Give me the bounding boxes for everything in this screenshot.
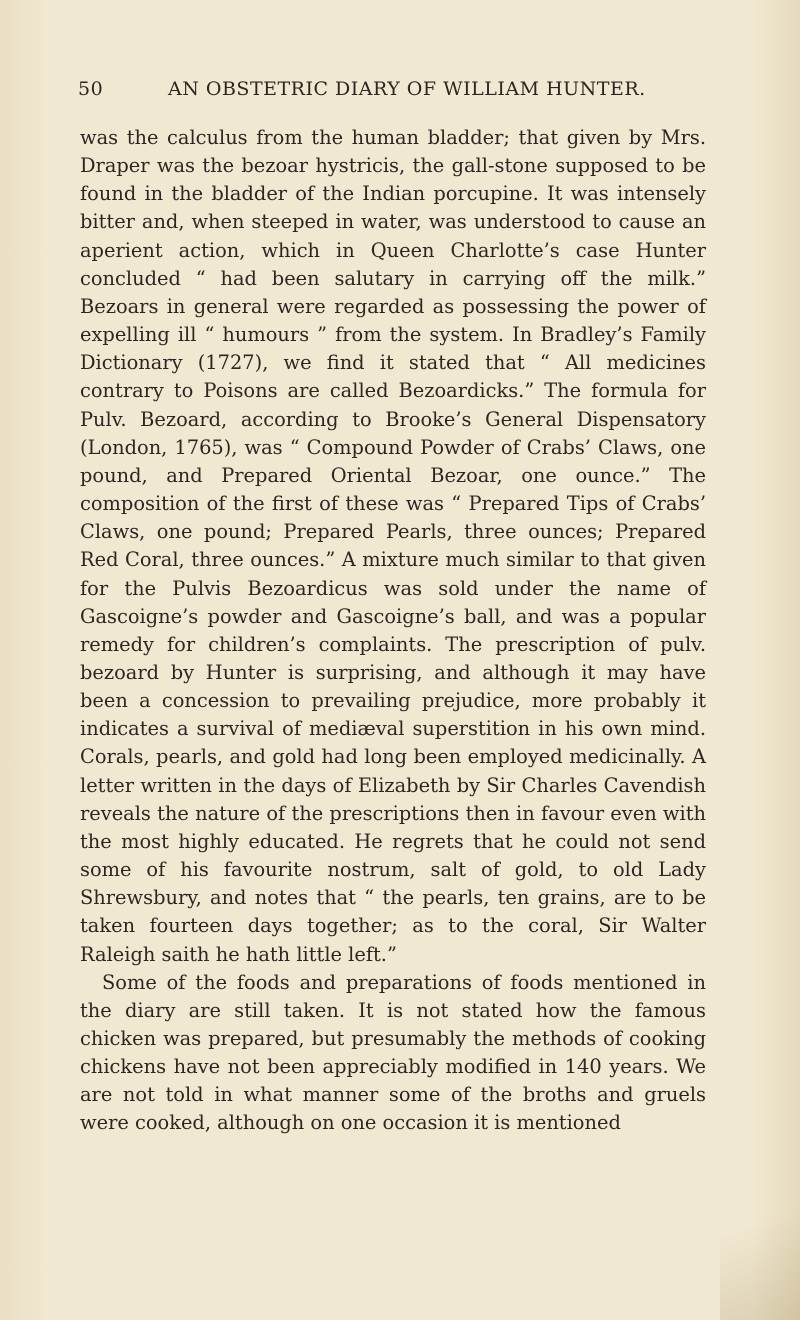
paragraph: was the calculus from the human bladder; that given by Mrs. Draper was the bezoar hystricis, the gall-stone supposed to be found in the bladder of the Indian porcupine. It was intensely bitter and, when steeped in water, was understood to cause an aperient action, which in Queen Charlotte’s case Hunter concluded “ had been salutary in carrying off the milk.” Bezoars in general were regarded as possessing the power of expelling ill “ humours ” from the system. In Bradley’s Family Dictionary (1727), we find it stated that “ All medicines contrary to Poisons are called Bezoardicks.” The formula for Pulv. Bezoard, according to Brooke’s General Dispensatory (London, 1765), was “ Compound Powder of Crabs’ Claws, one pound, and Prepared Oriental Bezoar, one ounce.” The composition of the first of these was “ Prepared Tips of Crabs’ Claws, one pound; Prepared Pearls, three ounces; Prepared Red Coral, three ounces.” A mixture much similar to that given for the Pulvis Bezoardicus was sold under the name of Gascoigne’s powder and Gascoigne’s ball, and was a popular remedy for children’s complaints. The prescription of pulv. bezoard by Hunter is surprising, and although it may have been a concession to prevailing prejudice, more probably it indicates a survival of mediæval superstition in his own mind. Corals, pearls, and gold had long been employed medicinally. A letter written in the days of Elizabeth by Sir Charles Cavendish reveals the nature of the prescriptions then in favour even with the most highly educated. He regrets that he could not send some of his favourite nostrum, salt of gold, to old Lady Shrewsbury, and notes that “ the pearls, ten grains, are to be taken fourteen days together; as to the coral, Sir Walter Raleigh saith he hath little left.”	[80, 126, 706, 966]
page-corner-shade	[720, 1160, 800, 1320]
running-title: AN OBSTETRIC DIARY OF WILLIAM HUNTER.	[168, 78, 646, 100]
body-text	[80, 124, 706, 1138]
page-number: 50	[78, 78, 104, 100]
paragraph: Some of the foods and preparations of foods mentioned in the diary are still taken. It is not stated how the famous chicken was prepared, but presumably the methods of cooking chickens have not been appreciably modified in 140 years. We are not told in what manner some of the broths and gruels were cooked, although on one occasion it is mentioned	[80, 970, 706, 1135]
running-head	[78, 78, 698, 104]
